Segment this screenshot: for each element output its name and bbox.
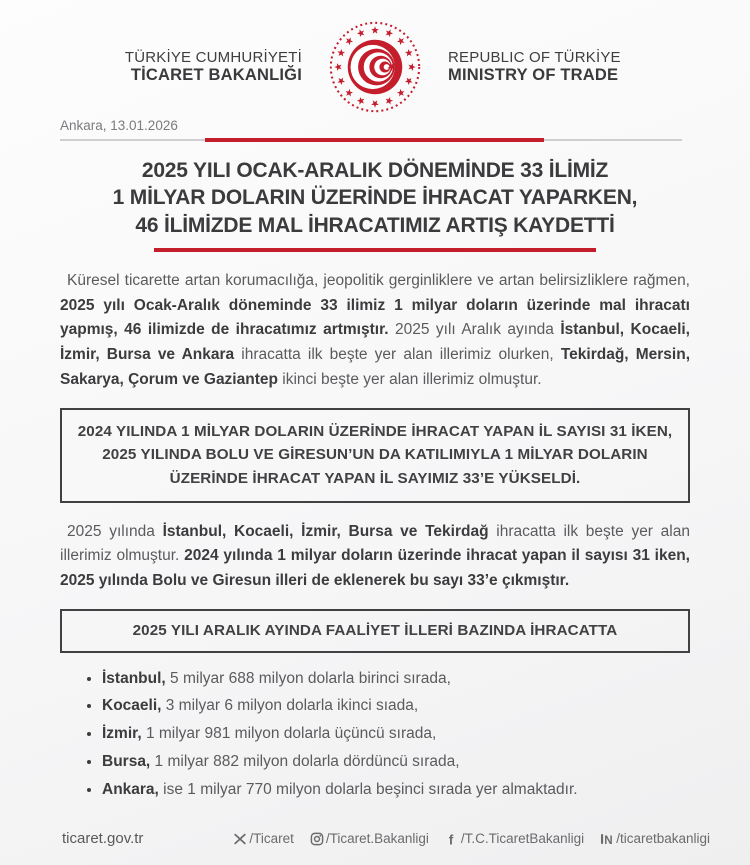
- page-title: [60, 157, 690, 239]
- nsosyal-handle-text: /ticaretbakanligi: [616, 831, 710, 846]
- list-item-izmir: [102, 723, 690, 745]
- nsosyal-icon: [599, 831, 615, 847]
- footer: [62, 830, 710, 847]
- title-line-3: 46 İLİMİZDE MAL İHRACATIMIZ ARTIŞ KAYDETTİ: [135, 213, 615, 237]
- instagram-handle-text: /Ticaret.Bakanligi: [325, 831, 429, 846]
- city-name: İstanbul,: [102, 669, 166, 687]
- city-export-list: [60, 668, 690, 802]
- social-handles: [232, 831, 710, 847]
- city-detail: 5 milyar 688 milyon dolarla birinci sırada,: [165, 669, 451, 687]
- city-name: İzmir,: [102, 725, 142, 743]
- separator-rule-red: [205, 138, 544, 142]
- p1-text-4: ikinci beşte yer alan illerimiz olmuştur.: [277, 371, 542, 389]
- svg-text:f: f: [448, 832, 454, 847]
- list-item-ankara: [102, 779, 690, 801]
- list-item-kocaeli: [102, 695, 690, 717]
- instagram-icon: [309, 831, 325, 847]
- list-item-istanbul: [102, 668, 690, 690]
- separator-rule: [60, 138, 682, 142]
- p1-second-five-cities: Tekirdağ, Mersin, Sakarya, Çorum ve Gaziantep: [60, 346, 690, 389]
- org-name-turkish: [74, 49, 302, 85]
- header: [60, 20, 690, 114]
- city-detail: 3 milyar 6 milyon dolarla ikinci sıada,: [161, 697, 419, 715]
- city-name: Ankara,: [102, 781, 159, 799]
- org-tr-line2: TİCARET BAKANLIĞI: [130, 66, 302, 84]
- highlight-box-2: 2025 YILI ARALIK AYINDA FAALİYET İLLERİ BAZINDA İHRACATTA: [60, 609, 690, 653]
- facebook-handle: [444, 831, 584, 847]
- x-icon: [232, 831, 248, 847]
- p2-bold-statement: 2024 yılında 1 milyar doların üzerinde ihracat yapan il sayısı 31 iken, 2025 yılında Bolu ve Giresun illeri de eklenerek bu sayı 33’e çıkmıştır.: [60, 547, 690, 590]
- p1-text: Küresel ticarette artan korumacılığa, jeopolitik gerginliklere ve artan belirsizliklere rağmen,: [67, 271, 690, 289]
- org-en-line2: MINISTRY OF TRADE: [448, 66, 619, 84]
- svg-text:N: N: [604, 833, 613, 847]
- facebook-handle-text: /T.C.TicaretBakanligi: [460, 831, 585, 846]
- title-line-1: 2025 YILI OCAK-ARALIK DÖNEMİNDE 33 İLİMİZ: [141, 159, 609, 182]
- x-handle-text: /Ticaret: [249, 831, 294, 846]
- facebook-icon: [444, 831, 460, 847]
- org-tr-line1: TÜRKİYE CUMHURİYETİ: [124, 49, 302, 66]
- title-underline: [154, 248, 596, 252]
- p1-text-3: ihracatta ilk beşte yer alan illerimiz olurken,: [234, 346, 561, 364]
- p1-top-five-cities: İstanbul, Kocaeli, İzmir, Bursa ve Ankara: [60, 321, 690, 364]
- instagram-handle: [309, 831, 429, 847]
- nsosyal-handle: [599, 831, 710, 847]
- highlight-box-1: 2024 YILINDA 1 MİLYAR DOLARIN ÜZERİNDE İHRACAT YAPAN İL SAYISI 31 İKEN, 2025 YILINDA BOLU VE GİRESUN’UN DA KATILIMIYLA 1 MİLYAR DOLARIN ÜZERİNDE İHRACAT YAPAN İL SAYIMIZ 33’E YÜKSELDİ.: [60, 408, 690, 503]
- p2-top-five-cities: İstanbul, Kocaeli, İzmir, Bursa ve Tekirdağ: [162, 522, 489, 540]
- list-item-bursa: [102, 751, 690, 773]
- org-en-line1: REPUBLIC OF TÜRKİYE: [448, 49, 621, 66]
- city-detail: 1 milyar 882 milyon dolarla dördüncü sırada,: [150, 753, 460, 771]
- title-line-2: 1 MİLYAR DOLARIN ÜZERİNDE İHRACAT YAPARKEN,: [112, 186, 638, 210]
- p1-bold-statement: 2025 yılı Ocak-Aralık döneminde 33 ilimiz 1 milyar doların üzerinde mal ihracatı yapmış, 46 ilimizde de ihracatımız artmıştır.: [60, 296, 690, 339]
- org-name-english: [448, 49, 676, 85]
- website-url: ticaret.gov.tr: [62, 830, 144, 847]
- ministry-of-trade-logo-icon: [328, 20, 422, 114]
- dateline: Ankara, 13.01.2026: [60, 118, 178, 133]
- city-name: Kocaeli,: [102, 697, 162, 715]
- city-name: Bursa,: [102, 753, 151, 771]
- p2-text-2: ihracatta ilk beşte yer alan illerimiz olmuştur.: [60, 522, 690, 565]
- p1-text-2: 2025 yılı Aralık ayında: [388, 321, 561, 339]
- paragraph-1: [60, 269, 690, 393]
- city-detail: ise 1 milyar 770 milyon dolarla beşinci sırada yer almaktadır.: [158, 781, 578, 799]
- city-detail: 1 milyar 981 milyon dolarla üçüncü sırada,: [141, 725, 437, 743]
- p2-text: 2025 yılında: [67, 522, 163, 540]
- x-handle: [232, 831, 294, 847]
- paragraph-2: [60, 520, 690, 594]
